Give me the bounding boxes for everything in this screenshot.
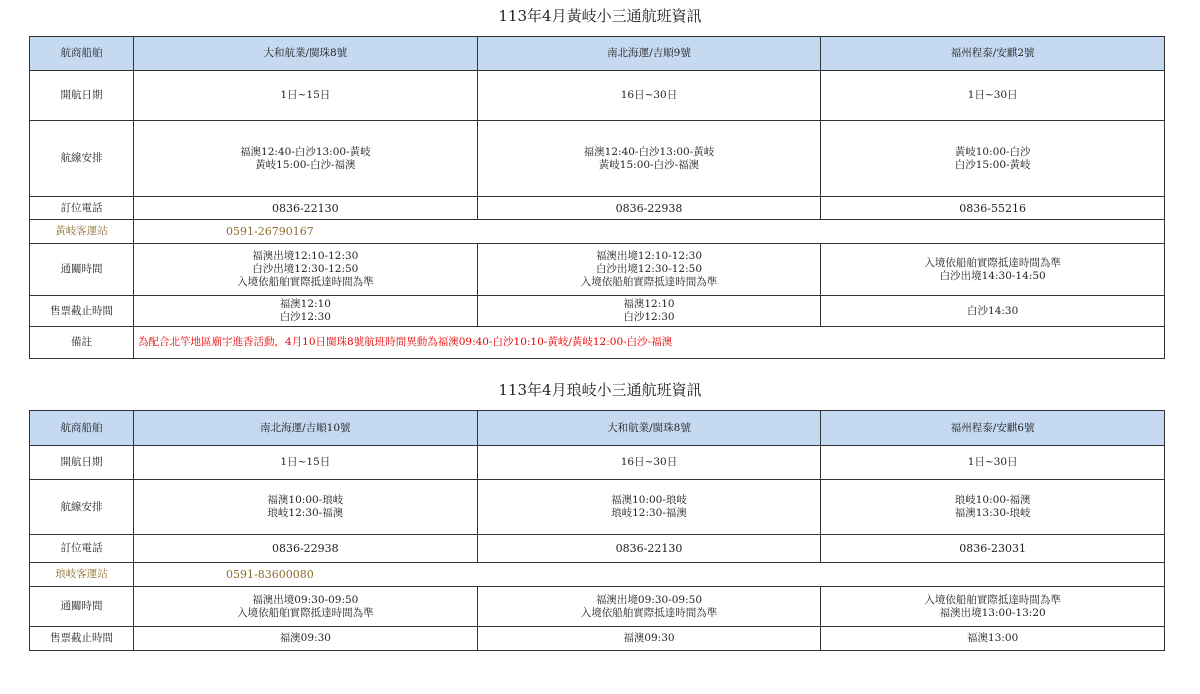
- route-line: 福澳13:30-琅岐: [954, 507, 1031, 519]
- route-line: 黃岐10:00-白沙: [954, 145, 1031, 158]
- booking-phone: 0836-22130: [134, 197, 478, 220]
- route-line: 黃岐15:00-白沙-福澳: [598, 158, 700, 171]
- station-phone: 0591-26790167: [134, 220, 1165, 244]
- customs-cell: [821, 587, 1165, 627]
- ticket-cutoff-line: 白沙14:30: [967, 304, 1019, 317]
- booking-phone: 0836-22938: [477, 197, 821, 220]
- customs-label: 通關時間: [30, 587, 134, 627]
- ticket-cutoff-cell: [134, 296, 478, 327]
- ticket-cutoff-label: 售票截止時間: [30, 627, 134, 651]
- customs-label: 通關時間: [30, 244, 134, 296]
- customs-row: [30, 244, 1165, 296]
- customs-line: 福澳出境09:30-09:50: [595, 593, 703, 606]
- ticket-cutoff-cell: 福澳09:30: [134, 627, 478, 651]
- customs-line: 白沙出境12:30-12:50: [595, 263, 703, 275]
- route-cell: [821, 480, 1165, 535]
- vessel-cell: 大和航業/閩珠8號: [477, 411, 821, 446]
- customs-line: 入境依船舶實際抵達時間為準: [237, 606, 374, 619]
- langqi-title: 113年4月琅岐小三通航班資訊: [498, 381, 702, 399]
- customs-cell: [821, 244, 1165, 296]
- huangqi-schedule-table: [29, 36, 1165, 359]
- vessel-label: 航商船舶: [30, 411, 134, 446]
- ticket-cutoff-line: 福澳12:10: [279, 298, 331, 310]
- booking-phone: 0836-22938: [134, 535, 478, 563]
- dates-cell: 1日~15日: [134, 71, 478, 121]
- route-line: 福澳10:00-琅岐: [267, 494, 344, 506]
- route-cell: [821, 121, 1165, 197]
- ticket-cutoff-line: 白沙12:30: [279, 311, 331, 323]
- dates-row: [30, 446, 1165, 480]
- vessel-cell: 福州程泰/安麒2號: [821, 37, 1165, 71]
- booking-label: 訂位電話: [30, 535, 134, 563]
- route-line: 琅岐12:30-福澳: [267, 507, 344, 519]
- booking-phone: 0836-55216: [821, 197, 1165, 220]
- vessel-row: [30, 37, 1165, 71]
- station-row: [30, 563, 1165, 587]
- vessel-cell: 南北海運/吉順10號: [134, 411, 478, 446]
- dates-label: 開航日期: [30, 71, 134, 121]
- dates-cell: 1日~15日: [134, 446, 478, 480]
- ticket-cutoff-row: [30, 627, 1165, 651]
- customs-cell: [477, 587, 821, 627]
- route-row: [30, 480, 1165, 535]
- route-label: 航線安排: [30, 480, 134, 535]
- booking-row: [30, 197, 1165, 220]
- station-label: 琅岐客運站: [30, 563, 134, 587]
- route-line: 琅岐12:30-福澳: [611, 507, 687, 519]
- customs-line: 白沙出境12:30-12:50: [252, 263, 359, 275]
- dates-cell: 16日~30日: [477, 446, 821, 480]
- booking-row: [30, 535, 1165, 563]
- dates-cell: 1日~30日: [821, 446, 1165, 480]
- route-row: [30, 121, 1165, 197]
- customs-line: 福澳出境12:10-12:30: [252, 250, 359, 262]
- langqi-schedule-table: [29, 410, 1165, 651]
- booking-phone: 0836-23031: [821, 535, 1165, 563]
- route-line: 福澳12:40-白沙13:00-黃岐: [240, 145, 371, 158]
- station-label: 黃岐客運站: [30, 220, 134, 244]
- dates-row: [30, 71, 1165, 121]
- route-line: 福澳12:40-白沙13:00-黃岐: [583, 145, 715, 158]
- customs-line: 入境依船舶實際抵達時間為準: [924, 256, 1061, 269]
- customs-row: [30, 587, 1165, 627]
- route-cell: [134, 121, 478, 197]
- remarks-label: 備註: [30, 327, 134, 359]
- vessel-cell: 大和航業/閩珠8號: [134, 37, 478, 71]
- customs-line: 入境依船舶實際抵達時間為準: [924, 593, 1061, 606]
- dates-cell: 16日~30日: [477, 71, 821, 121]
- station-phone: 0591-83600080: [134, 563, 1165, 587]
- ticket-cutoff-line: 白沙12:30: [623, 311, 675, 323]
- route-cell: [477, 480, 821, 535]
- customs-line: 入境依船舶實際抵達時間為準: [580, 276, 718, 288]
- remarks-text: 為配合北竿地區廟宇進香活動，4月10日閩珠8號航班時間異動為福澳09:40-白沙10:10-黃岐/黃岐12:00-白沙-福澳: [134, 327, 1165, 359]
- booking-label: 訂位電話: [30, 197, 134, 220]
- ticket-cutoff-cell: 福澳13:00: [821, 627, 1165, 651]
- customs-line: 入境依船舶實際抵達時間為準: [237, 276, 374, 288]
- vessel-row: [30, 411, 1165, 446]
- remarks-row: [30, 327, 1165, 359]
- customs-line: 入境依船舶實際抵達時間為準: [580, 606, 718, 619]
- route-cell: [134, 480, 478, 535]
- customs-line: 白沙出境14:30-14:50: [939, 269, 1046, 282]
- customs-cell: [134, 587, 478, 627]
- route-line: 琅岐10:00-福澳: [954, 494, 1031, 506]
- station-row: [30, 220, 1165, 244]
- vessel-label: 航商船舶: [30, 37, 134, 71]
- route-line: 白沙15:00-黃岐: [954, 158, 1031, 171]
- ticket-cutoff-cell: [821, 296, 1165, 327]
- route-label: 航線安排: [30, 121, 134, 197]
- customs-cell: [134, 244, 478, 296]
- route-cell: [477, 121, 821, 197]
- customs-line: 福澳出境09:30-09:50: [252, 593, 359, 606]
- ticket-cutoff-row: [30, 296, 1165, 327]
- route-line: 黃岐15:00-白沙-福澳: [255, 158, 356, 171]
- ticket-cutoff-line: 福澳12:10: [623, 298, 675, 310]
- ticket-cutoff-cell: 福澳09:30: [477, 627, 821, 651]
- customs-cell: [477, 244, 821, 296]
- customs-line: 福澳出境12:10-12:30: [595, 250, 703, 262]
- vessel-cell: 福州程泰/安麒6號: [821, 411, 1165, 446]
- dates-cell: 1日~30日: [821, 71, 1165, 121]
- ticket-cutoff-label: 售票截止時間: [30, 296, 134, 327]
- customs-line: 福澳出境13:00-13:20: [939, 606, 1046, 619]
- route-line: 福澳10:00-琅岐: [611, 494, 687, 506]
- ticket-cutoff-cell: [477, 296, 821, 327]
- huangqi-title: 113年4月黃岐小三通航班資訊: [498, 7, 702, 25]
- booking-phone: 0836-22130: [477, 535, 821, 563]
- dates-label: 開航日期: [30, 446, 134, 480]
- vessel-cell: 南北海運/吉順9號: [477, 37, 821, 71]
